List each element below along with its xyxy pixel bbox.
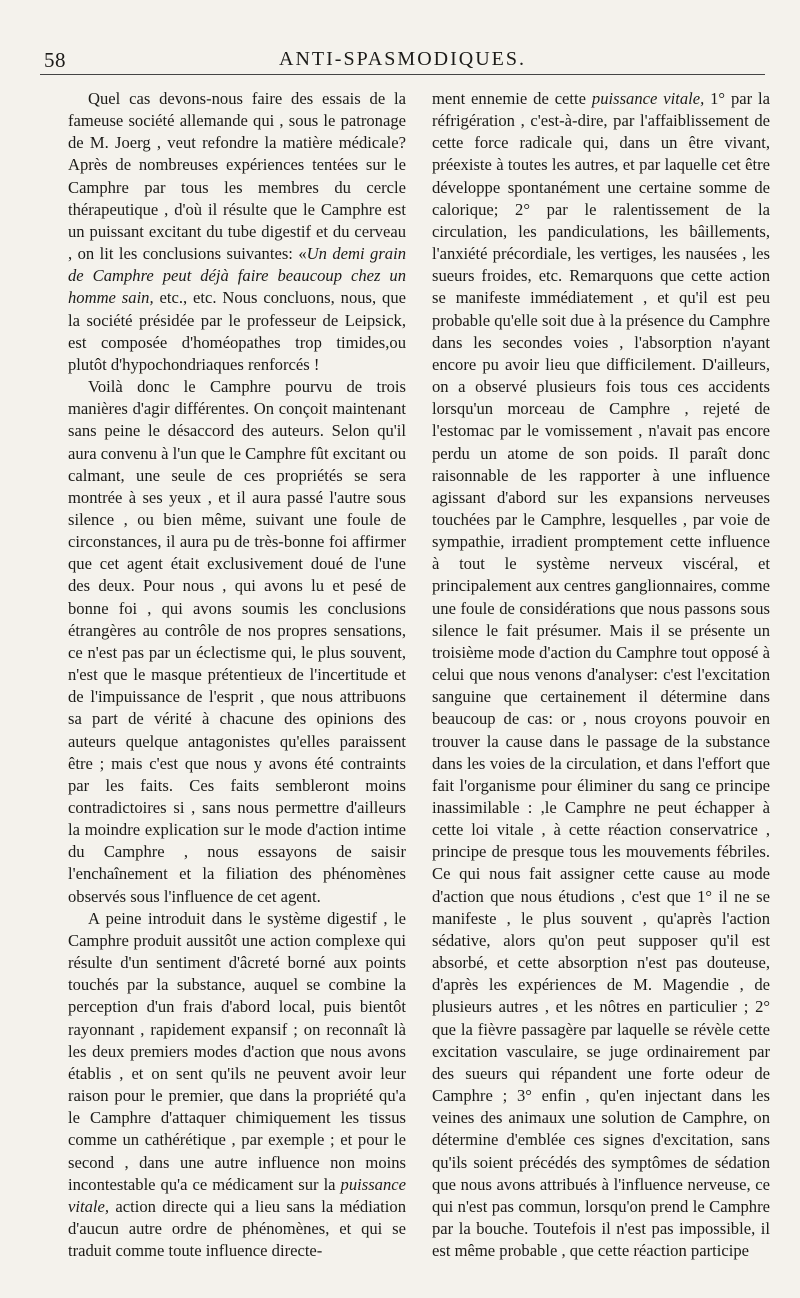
left-column [68,88,406,1262]
text-run: A peine introduit dans le système digestif , le Camphre produit aussitôt une action complexe qui résulte d'un sentiment d'âcreté borné aux points touchés par la substance, auquel se combine la perception d'un frais d'abord local, puis bientôt rayonnant , rapidement expansif ; on reconnaît là les deux premiers modes d'action que nous avons établis , et on sent qu'ils ne peuvent avoir leur raison pour le premier, que dans la propriété qu'a le Camphre d'attaquer chimiquement les tissus comme un cathérétique , par exemple ; et pour le second , dans une autre influence non moins incontestable qu'a ce médicament sur la [68,908,406,1194]
paragraph [432,88,770,1262]
text-run: Quel cas devons-nous faire des essais de la fameuse société allemande qui , sous le patronage de M. Joerg , veut refondre la matière médicale? Après de nombreuses expériences tentées sur le Camphre par tous les membres du cercle thérapeutique , d'où il résulte que le Camphre est un puissant excitant du tube digestif et du cerveau , on lit les conclusions suivantes: « [68,89,406,264]
text-run: action directe qui a lieu sans la médiation d'aucun autre ordre de phénomènes, et qui se traduit comme toute influence directe- [68,1196,406,1261]
text-run: 1° par la réfrigération , c'est-à-dire, par l'affaiblissement de cette force radicale qui, dans un être vivant, préexiste à toutes les autres, et par laquelle cet être développe spontanément une certaine somme de calorique; 2° par le ralentissement de la circulation, les pandiculations, les bâillements, l'anxiété précordiale, les vertiges, les nausées , les sueurs froides, etc. Remarquons que cette action se manifeste immédiatement , et qu'il est peu probable qu'elle soit due à la présence du Camphre dans les secondes voies , l'absorption n'ayant encore pu avoir lieu que difficilement. D'ailleurs, on a observé plusieurs fois tous ces accidents lorsqu'un morceau de Camphre , rejeté de l'estomac par le vomissement , n'avait pas encore perdu un atome de son poids. Il paraît donc raisonnable de les rapporter à une influence agissant d'abord sur les expansions nerveuses touchées par le Camphre, lesquelles , par voie de sympathie, irradient promptement cette influence à tout le système nerveux viscéral, et principalement aux centres ganglionnaires, comme une foule de considérations que nous passons sous silence le fait présumer. Mais il se présente un troisième mode d'action du Camphre tout opposé à celui que nous venons d'analyser: c'est l'excitation sanguine que certainement il détermine dans beaucoup de cas: or , nous croyons pouvoir en trouver la cause dans le passage de la substance dans les voies de la circulation, et dans l'effort que fait l'organisme pour éliminer du sang ce principe inassimilable : ,le Camphre ne peut échapper à cette loi vitale , à cette réaction conservatrice , principe de presque tous les mouvements fébriles. Ce qui nous fait assigner cette cause au mode d'action que nous étudions , c'est que 1° il ne se manifeste , le plus souvent , qu'après l'action sédative, alors qu'on peut supposer qu'il est absorbé, et cette absorption n'est pas douteuse, d'après les expériences de M. Magendie , de plusieurs autres , et les nôtres en particulier ; 2° que la fièvre passagère par laquelle se révèle cette excitation vasculaire, se juge ordinairement par des sueurs qui répandent une forte odeur de Camphre ; 3° enfin , qu'en injectant dans les veines des animaux une solution de Camphre, on détermine d'emblée ces signes d'excitation, sans qu'ils soient précédés des symptômes de sédation que nous avons attribués à l'influence nerveuse, ce qui n'est pas commun, lorsqu'on prend le Camphre par la bouche. Toutefois il n'est pas impossible, il est même probable , que cette réaction participe [432,89,770,1261]
italic-term: puissance vitale, [591,89,705,108]
text-run: ment ennemie de cette [432,89,592,108]
paragraph [68,88,406,376]
right-column [432,88,770,1262]
running-title: ANTI-SPASMODIQUES. [279,48,526,70]
italic-term: puissance vitale, [68,1174,406,1216]
paragraph: Voilà donc le Camphre pourvu de trois manières d'agir différentes. On conçoit maintenant sans peine le désaccord des auteurs. Selon qu'il aura convenu à l'un que le Camphre fût excitant ou calmant, une seule de ces propriétés se sera montrée à ses yeux , et il aura passé l'autre sous silence , ou bien même, suivant une foule de circonstances, il aura pu de très-bonne foi affirmer que cet agent était exclusivement doué de l'une des deux. Pour nous , qui avons lu et pesé de bonne foi , qui avons soumis les conclusions étrangères au contrôle de nos propres sensations, ce n'est pas par un éclectisme qui, le plus souvent, n'est que le masque prétentieux de l'incertitude et de l'impuissance de l'esprit , que nous attribuons sa part de vérité à chacune des opinions des auteurs quelque antagonistes qu'elles paraissent être ; mais c'est que nous y avons été contraints par les faits. Ces faits sembleront moins contradictoires si , sans nous permettre d'ailleurs la moindre explication sur le mode d'action intime du Camphre , nous essayons de saisir l'enchaînement et la filiation des phénomènes observés sous l'influence de cet agent. [68,377,406,906]
text-run: etc., etc. Nous concluons, nous, que la société présidée par le professeur de Leipsick, est composée d'homéopathes trop timides,ou plutôt d'hypochondriaques renforcés ! [68,288,406,374]
page-header [40,44,765,75]
paragraph [68,908,406,1263]
page-number: 58 [44,48,66,72]
italic-quote: Un demi grain de Camphre peut déjà faire beaucoup chez un homme sain, [68,244,406,308]
